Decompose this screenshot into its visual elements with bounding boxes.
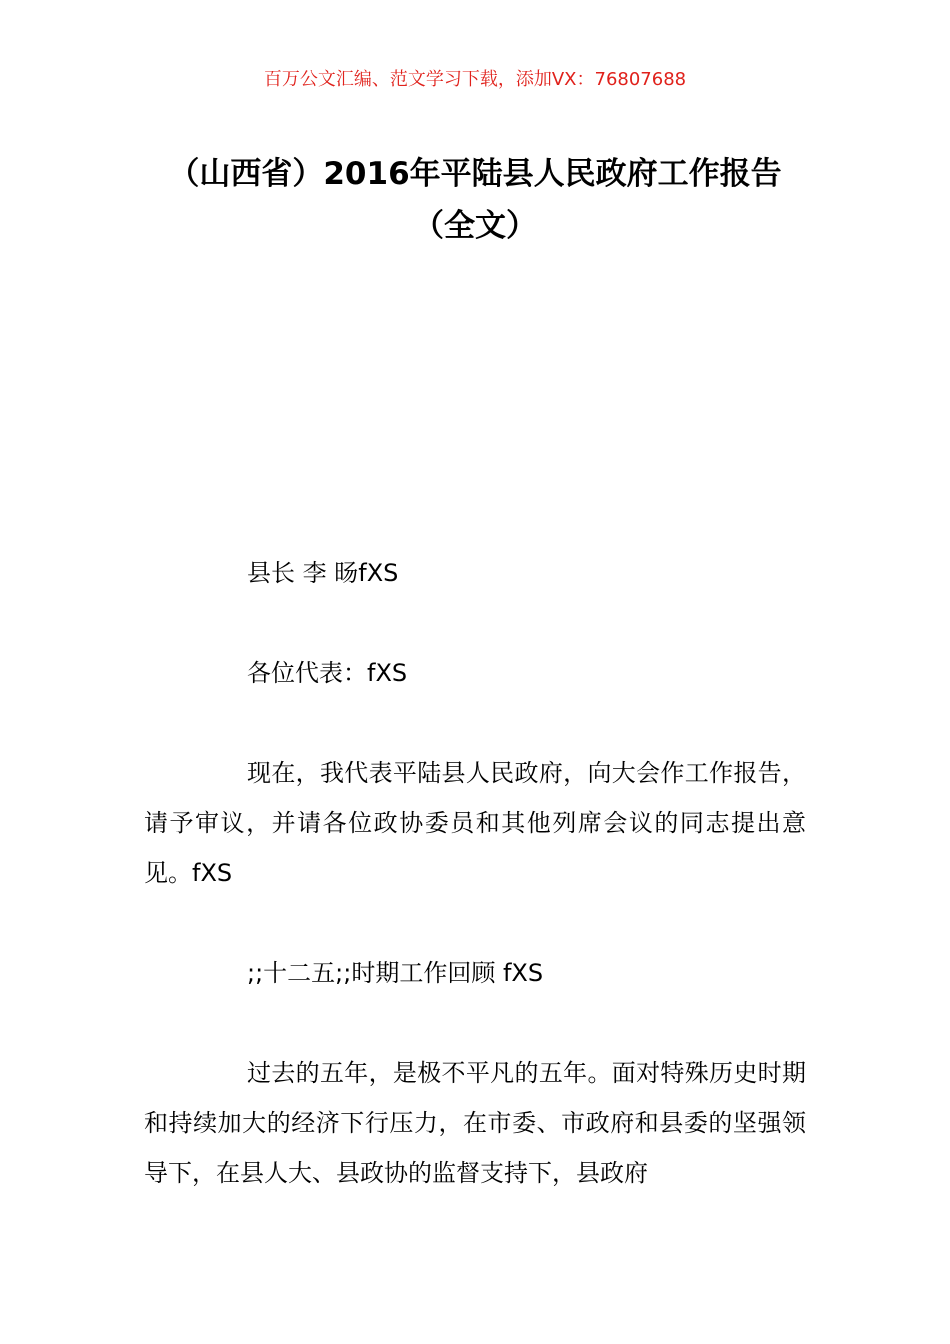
header-watermark-note: 百万公文汇编、范文学习下载，添加VX：76807688 xyxy=(263,69,687,90)
document-body xyxy=(144,548,806,1198)
document-title: （山西省）2016年平陆县人民政府工作报告（全文） xyxy=(168,156,782,244)
body-paragraph: 过去的五年，是极不平凡的五年。面对特殊历史时期和持续加大的经济下行压力，在市委、市政府和县委的坚强领导下，在县人大、县政协的监督支持下，县政府 xyxy=(144,1059,806,1187)
author-line: 县长 李 旸fXS xyxy=(247,559,399,587)
salutation-paragraph: 各位代表：fXS xyxy=(247,659,408,687)
section-heading: ;;十二五;;时期工作回顾 fXS xyxy=(247,959,544,987)
intro-paragraph: 现在，我代表平陆县人民政府，向大会作工作报告，请予审议，并请各位政协委员和其他列席会议的同志提出意见。fXS xyxy=(144,759,806,887)
